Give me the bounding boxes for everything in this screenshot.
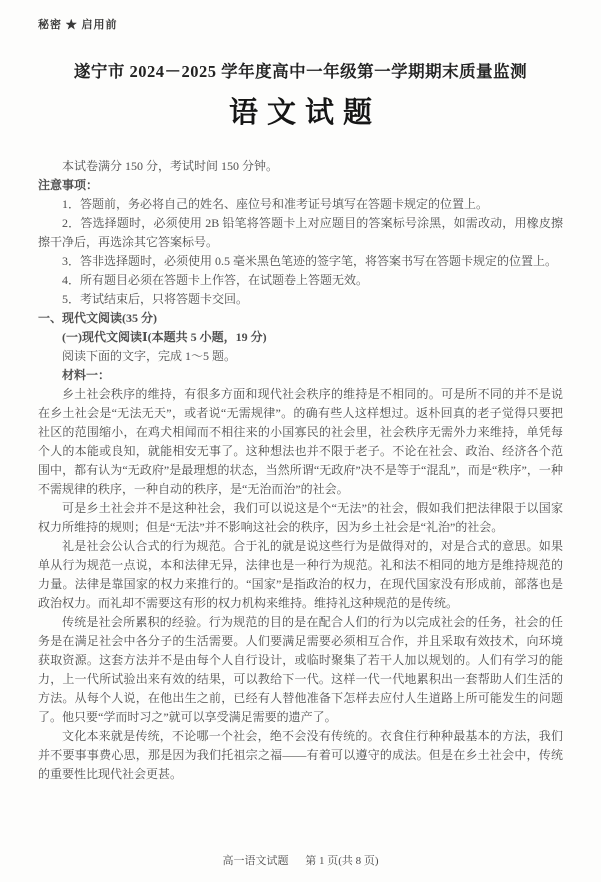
subsection-heading: (一)现代文阅读Ⅰ(本题共 5 小题，19 分) [62, 330, 267, 344]
notice-item-5: 5．考试结束后，只将答题卡交回。 [62, 292, 249, 306]
material-paragraph-4: 传统是社会所累积的经验。行为规范的目的是在配合人们的行为以完成社会的任务，社会的任务是在满足社会中各分子的生活需要。人们要满足需要必须相互合作，并且采取有效技术，向环境获取资源。这套方法并不是由每个人自行设计，或临时聚集了若干人加以规划的。人们有学习的能力，上一代所试验出来有效的结果，可以教给下一代。这样一代一代地累积出一套帮助人们生活的方法。从每个人说，在他出生之前，已经有人替他准备下怎样去应付人生道路上所可能发生的问题了。他只要“学而时习之”就可以享受满足需要的遗产了。 [38, 615, 563, 724]
notice-item-4: 4．所有题目必须在答题卡上作答，在试题卷上答题无效。 [62, 273, 369, 287]
footer-page-label: 第 1 页(共 8 页) [305, 855, 379, 867]
notice-heading: 注意事项： [38, 178, 99, 192]
material-label: 材料一： [62, 368, 111, 382]
notice-item-1: 1．答题前，务必将自己的姓名、座位号和准考证号填写在答题卡规定的位置上。 [62, 197, 489, 211]
material-paragraph-5: 文化本来就是传统，不论哪一个社会，绝不会没有传统的。衣食住行种种最基本的方法，我们并不要事事费心思，那是因为我们托祖宗之福——有着可以遵守的成法。但是在乡土社会中，传统的重要性比现代社会更甚。 [38, 729, 563, 781]
exam-title: 遂宁市 2024－2025 学年度高中一年级第一学期期末质量监测 [73, 62, 528, 81]
notice-item-3: 3．答非选择题时，必须使用 0.5 毫米黑色笔迹的签字笔，将答案书写在答题卡规定的位置上。 [62, 254, 558, 268]
subject-title: 语文试题 [228, 97, 381, 129]
footer-doc-label: 高一语文试题 [222, 855, 289, 867]
section-heading: 一、现代文阅读(35 分) [38, 311, 157, 325]
material-paragraph-3: 礼是社会公认合式的行为规范。合于礼的就是说这些行为是做得对的，对是合式的意思。如果单从行为规范一点说，本和法律无异，法律也是一种行为规范。礼和法不相同的地方是维持规范的力量。法律是靠国家的权力来推行的。“国家”是指政治的权力，在现代国家没有形成前，部落也是政治权力。而礼却不需要这有形的权力机构来维持。维持礼这种规范的是传统。 [38, 539, 563, 610]
exam-info: 本试卷满分 150 分，考试时间 150 分钟。 [62, 159, 279, 173]
reading-instruction: 阅读下面的文字，完成 1～5 题。 [62, 349, 237, 363]
secrecy-label: 秘密 ★ 启用前 [38, 19, 118, 31]
notice-item-2: 2．答选择题时，必须使用 2B 铅笔将答题卡上对应题目的答案标号涂黑，如需改动，用橡皮擦擦干净后，再选涂其它答案标号。 [38, 216, 563, 249]
material-paragraph-2: 可是乡土社会并不是这种社会，我们可以说这是个“无法”的社会，假如我们把法律限于以国家权力所维持的规则；但是“无法”并不影响这社会的秩序，因为乡土社会是“礼治”的社会。 [38, 501, 563, 534]
material-paragraph-1: 乡土社会秩序的维持，有很多方面和现代社会秩序的维持是不相同的。可是所不同的并不是说在乡土社会是“无法无天”，或者说“无需规律”。的确有些人这样想过。返朴回真的老子觉得只要把社区的范围缩小，在鸡犬相闻而不相往来的小国寡民的社会里，社会秩序无需外力来维持，单凭每个人的本能或良知，就能相安无事了。这种想法也并不限于老子。不论在社会、政治、经济各个范围中，都有认为“无政府”是最理想的状态，当然所谓“无政府”决不是等于“混乱”，而是“秩序”，一种不需规律的秩序，一种自动的秩序，是“无治而治”的社会。 [38, 387, 563, 496]
page-footer [0, 852, 601, 868]
